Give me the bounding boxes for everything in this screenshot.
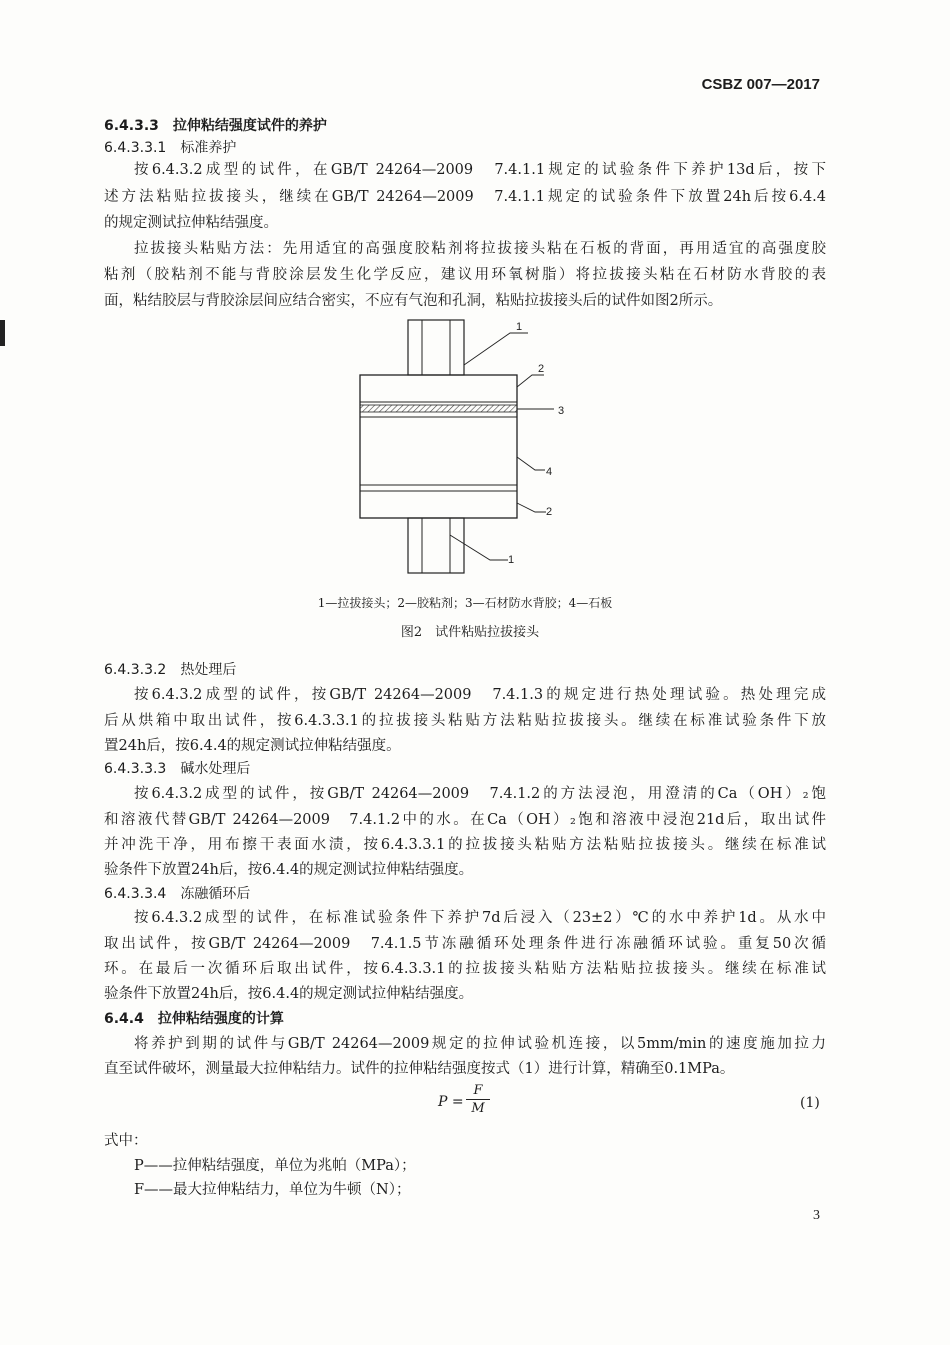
paragraph-line: 和溶液代替GB/T 24264—2009 7.4.1.2中的水。在Ca（OH）₂饱和溶液中浸泡21d后，取出试件 <box>104 812 826 828</box>
subsection-heading: 6.4.3.3.2 热处理后 <box>104 662 237 678</box>
formula-numerator: F <box>473 1083 483 1098</box>
paragraph-line: 述方法粘贴拉拔接头，继续在GB/T 24264—2009 7.4.1.1规定的试验条件下放置24h后按6.4.4 <box>104 189 826 205</box>
subsection-heading: 6.4.3.3.4 冻融循环后 <box>104 886 251 902</box>
equation-number: (1) <box>800 1095 820 1111</box>
paragraph-line: 按6.4.3.2成型的试件，在GB/T 24264—2009 7.4.1.1规定的试验条件下养护13d后，按下 <box>134 162 826 178</box>
figure-label: 2 <box>538 363 545 375</box>
figure-label: 1 <box>516 321 523 333</box>
page-number: 3 <box>813 1208 820 1223</box>
paragraph-line: 按6.4.3.2成型的试件，按GB/T 24264—2009 7.4.1.2的方法浸泡，用澄清的Ca（OH）₂饱 <box>134 786 826 802</box>
paragraph-line: 拉拔接头粘贴方法：先用适宜的高强度胶粘剂将拉拔接头粘在石板的背面，再用适宜的高强度胶 <box>134 241 826 257</box>
paragraph-line: 粘剂（胶粘剂不能与背胶涂层发生化学反应，建议用环氧树脂）将拉拔接头粘在石材防水背胶的表 <box>104 267 826 283</box>
top-pull-head <box>408 320 464 375</box>
where-item: F——最大拉伸粘结力，单位为牛顿（N）； <box>134 1182 411 1198</box>
document-id: CSBZ 007—2017 <box>701 76 820 93</box>
paragraph-line: 取出试件，按GB/T 24264—2009 7.4.1.5节冻融循环处理条件进行冻融循环试验。重复50次循 <box>104 936 826 952</box>
figure-label: 4 <box>546 466 553 478</box>
where-item: P——拉伸粘结强度，单位为兆帕（MPa）； <box>134 1158 416 1174</box>
paragraph-line: 验条件下放置24h后，按6.4.4的规定测试拉伸粘结强度。 <box>104 986 474 1002</box>
where-intro: 式中： <box>104 1133 148 1149</box>
figure-caption: 图2 试件粘贴拉拔接头 <box>400 625 540 640</box>
paragraph-line: 并冲洗干净，用布擦干表面水渍，按6.4.3.3.1的拉拔接头粘贴方法粘贴拉拔接头。继续在标准试 <box>104 837 826 853</box>
paragraph-line: 面，粘结胶层与背胶涂层间应结合密实，不应有气泡和孔洞，粘贴拉拔接头后的试件如图2所示。 <box>104 293 723 309</box>
formula-denominator: M <box>471 1101 485 1116</box>
subsection-heading: 6.4.3.3.3 碱水处理后 <box>104 761 251 777</box>
subsection-heading: 6.4.3.3.1 标准养护 <box>104 140 237 156</box>
figure-label: 2 <box>546 506 553 518</box>
specimen-body <box>360 375 517 518</box>
section-heading: 6.4.3.3 拉伸粘结强度试件的养护 <box>104 118 327 134</box>
paragraph-line: 环。在最后一次循环后取出试件，按6.4.3.3.1的拉拔接头粘贴方法粘贴拉拔接头。继续在标准试 <box>104 961 826 977</box>
paragraph-line: 按6.4.3.2成型的试件，按GB/T 24264—2009 7.4.1.3的规定进行热处理试验。热处理完成 <box>134 687 826 703</box>
paragraph-line: 的规定测试拉伸粘结强度。 <box>104 215 278 231</box>
specimen-figure <box>340 315 580 590</box>
figure-label: 1 <box>508 554 515 566</box>
waterproof-backing-layer <box>360 405 517 412</box>
figure-label: 3 <box>558 405 565 417</box>
paragraph-line: 直至试件破坏，测量最大拉伸粘结力。试件的拉伸粘结强度按式（1）进行计算，精确至0.1MPa。 <box>104 1061 735 1077</box>
paragraph-line: 验条件下放置24h后，按6.4.4的规定测试拉伸粘结强度。 <box>104 862 474 878</box>
section-heading: 6.4.4 拉伸粘结强度的计算 <box>104 1011 284 1027</box>
paragraph-line: 将养护到期的试件与GB/T 24264—2009规定的拉伸试验机连接，以5mm/min的速度施加拉力 <box>134 1036 826 1052</box>
paragraph-line: 置24h后，按6.4.4的规定测试拉伸粘结强度。 <box>104 738 401 754</box>
paragraph-line: 后从烘箱中取出试件，按6.4.3.3.1的拉拔接头粘贴方法粘贴拉拔接头。继续在标准试验条件下放 <box>104 713 826 729</box>
formula-fraction <box>466 1083 490 1116</box>
figure-legend: 1—拉拔接头；2—胶粘剂；3—石材防水背胶；4—石板 <box>317 596 613 610</box>
bottom-pull-head <box>408 518 464 573</box>
scan-artifact <box>0 320 5 346</box>
paragraph-line: 按6.4.3.2成型的试件，在标准试验条件下养护7d后浸入（23±2）℃的水中养护1d。从水中 <box>134 910 826 926</box>
formula-lhs: P = <box>438 1094 464 1110</box>
